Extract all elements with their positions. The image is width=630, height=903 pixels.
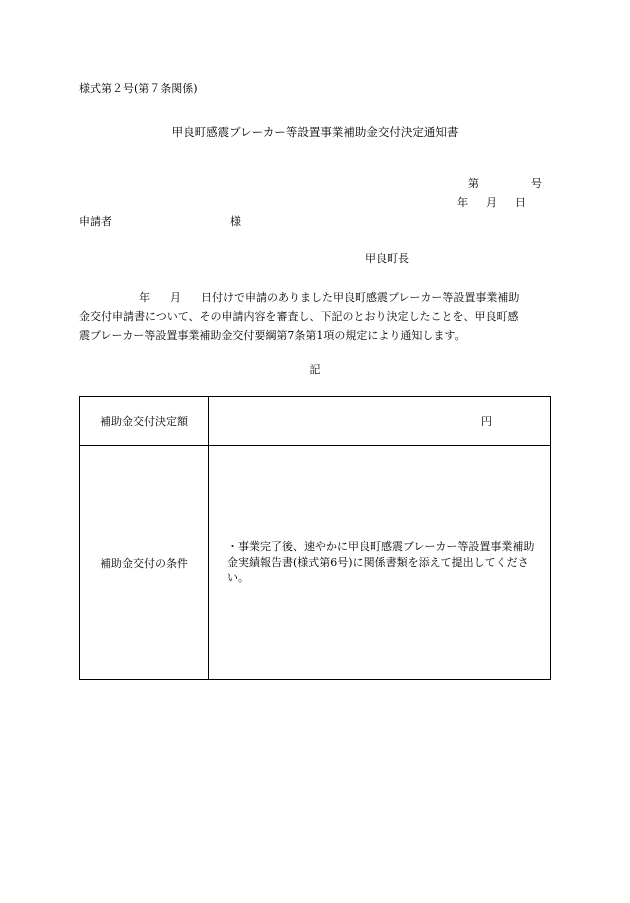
body-line-2: 金交付申請書について、その申請内容を審査し、下記のとおり決定したことを、甲良町感	[79, 310, 519, 323]
table-row-amount	[80, 397, 551, 446]
date-day: 日	[515, 196, 526, 209]
body-month: 月	[170, 291, 181, 304]
form-number: 様式第２号(第７条関係)	[79, 82, 198, 95]
condition-line-2: 金実績報告書(様式第6号)に関係書類を添えて提出してくださ	[227, 555, 529, 569]
body-year: 年	[139, 291, 150, 304]
body-line-3: 震ブレーカー等設置事業補助金交付要綱第7条第1項の規定により通知します。	[79, 329, 466, 342]
document-title: 甲良町感震ブレーカー等設置事業補助金交付決定通知書	[171, 125, 459, 139]
amount-unit: 円	[481, 415, 492, 428]
applicant-label: 申請者	[79, 215, 112, 228]
date-month: 月	[486, 196, 497, 209]
number-prefix: 第	[468, 177, 479, 190]
body-line-1-text: 日付けで申請のありました甲良町感震ブレーカー等設置事業補助	[201, 291, 520, 304]
number-suffix: 号	[531, 177, 542, 190]
date-year: 年	[457, 196, 468, 209]
condition-text	[227, 539, 541, 586]
condition-text-cell	[209, 446, 551, 680]
honorific: 様	[230, 215, 241, 228]
ki-heading: 記	[309, 363, 321, 376]
applicant-line	[79, 216, 241, 227]
amount-value-cell	[209, 397, 551, 446]
issue-date-line	[457, 197, 526, 208]
condition-label: 補助金交付の条件	[80, 446, 209, 680]
body-line-1	[79, 288, 549, 307]
issuer: 甲良町長	[365, 252, 409, 265]
condition-line-1: ・事業完了後、速やかに甲良町感震ブレーカー等設置事業補助	[227, 540, 535, 554]
body-paragraph	[79, 288, 549, 345]
table-row-conditions	[80, 446, 551, 680]
document-number-line	[468, 178, 542, 189]
grant-details-table	[79, 396, 551, 680]
amount-label: 補助金交付決定額	[80, 397, 209, 446]
condition-line-3: い。	[227, 571, 249, 585]
